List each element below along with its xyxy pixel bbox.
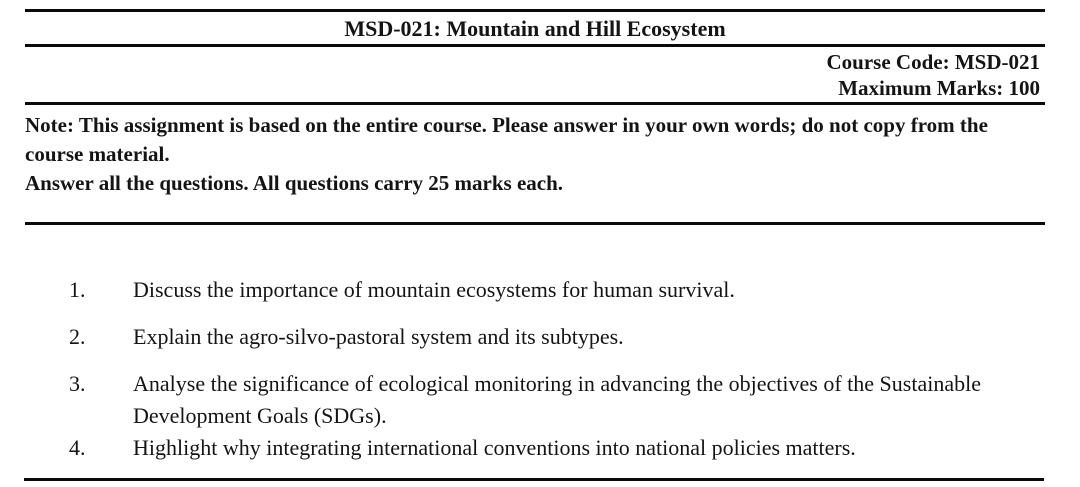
question-text: Highlight why integrating international conventions into national policies matters.	[133, 435, 856, 460]
question-number: 3.	[69, 371, 86, 396]
course-code-text: Course Code: MSD-021	[826, 50, 1040, 74]
maximum-marks-text: Maximum Marks: 100	[838, 76, 1040, 100]
header-right-block	[0, 47, 1080, 102]
note-text: Note: This assignment is based on the entire course. Please answer in your own words; do not copy from the course material.	[25, 113, 988, 166]
question-number: 4.	[69, 435, 86, 460]
divider-bottom	[24, 478, 1044, 481]
question-item	[69, 432, 1020, 464]
note-block	[0, 105, 1080, 222]
question-item	[69, 368, 1020, 432]
question-number: 2.	[69, 324, 86, 349]
question-item	[69, 321, 1020, 353]
page-title: MSD-021: Mountain and Hill Ecosystem	[344, 16, 726, 41]
question-number: 1.	[69, 277, 86, 302]
question-item	[69, 274, 1020, 306]
question-text: Discuss the importance of mountain ecosystems for human survival.	[133, 277, 735, 302]
questions-list	[0, 225, 1080, 464]
instructions-text: Answer all the questions. All questions carry 25 marks each.	[25, 171, 564, 195]
question-text: Explain the agro-silvo-pastoral system and its subtypes.	[133, 324, 624, 349]
question-text: Analyse the significance of ecological monitoring in advancing the objectives of the Sustainable Development Goals (SDGs).	[133, 371, 981, 428]
